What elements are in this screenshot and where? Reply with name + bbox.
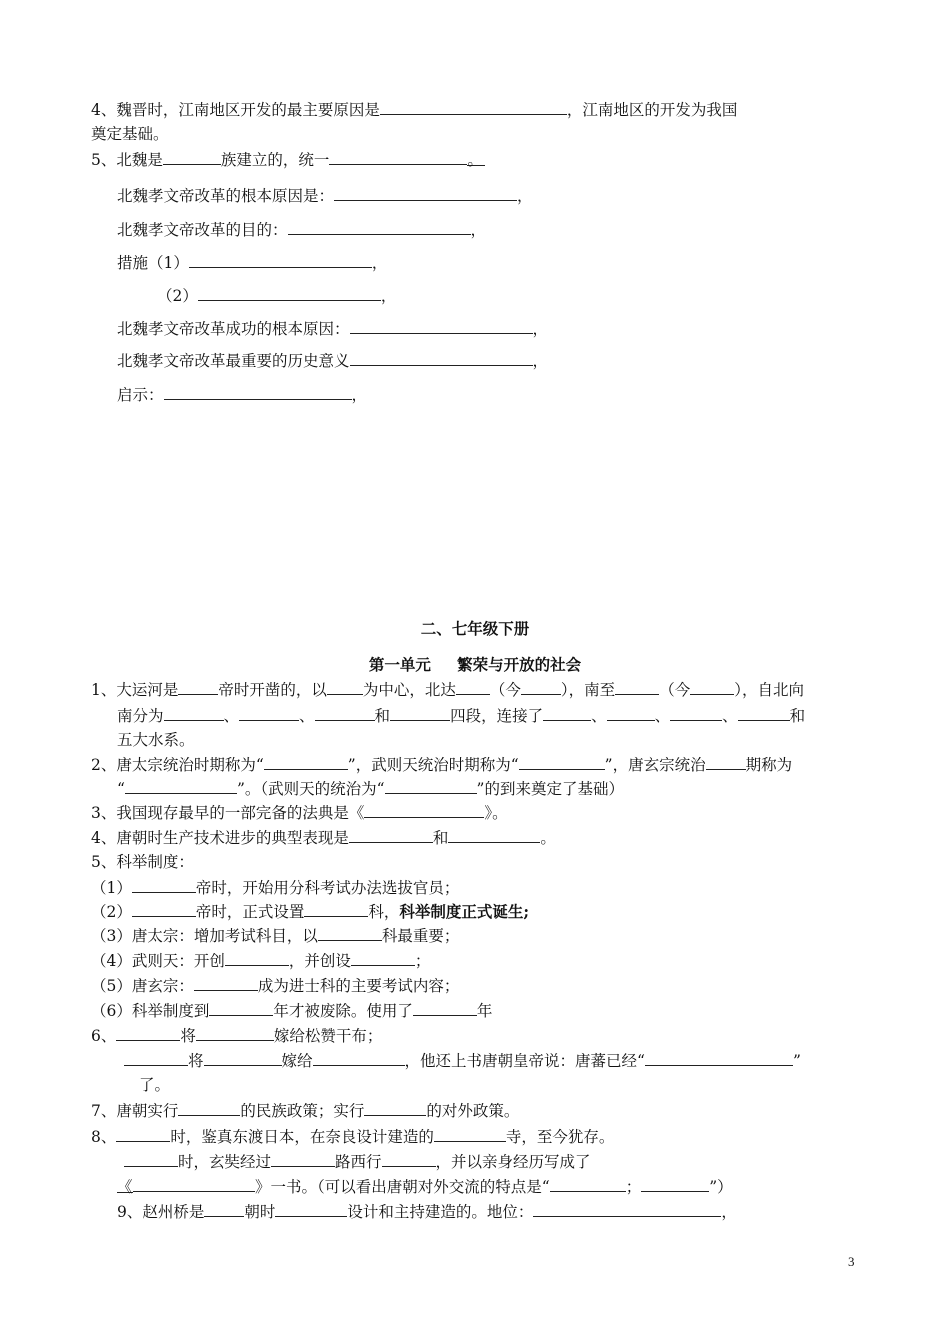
p2-q8-text: ； [625, 1178, 642, 1196]
p1-goal-line [117, 219, 486, 240]
answer-blank[interactable] [364, 802, 484, 818]
p2-q8-text: 路西行 [335, 1153, 382, 1171]
p2-q9-text: 9、赵州桥是 [117, 1203, 205, 1221]
answer-blank[interactable] [209, 1000, 273, 1016]
p2-q4-text: 和 [432, 829, 449, 847]
p2-q2-text: ”的到来奠定了基础） [476, 780, 624, 798]
p2-q2-line2 [117, 778, 624, 799]
p2-q1-text: （今 [489, 681, 521, 699]
p2-q2-text: “ [117, 780, 125, 798]
p2-k-text: （5）唐玄宗： [91, 977, 194, 995]
p2-q7-line [91, 1100, 519, 1121]
p2-q3-line [91, 802, 508, 823]
comma: ， [517, 187, 533, 205]
separator: 、 [654, 707, 671, 725]
answer-blank[interactable] [543, 705, 591, 721]
p1-measure2-line [157, 285, 396, 306]
p2-k6-line [91, 1000, 492, 1021]
p1-root-cause-line [117, 185, 533, 206]
p2-k1-line [91, 877, 459, 898]
answer-blank[interactable] [189, 252, 372, 268]
p2-q6-text: 嫁给 [281, 1052, 313, 1070]
p2-q8-text: 8、 [91, 1128, 117, 1146]
answer-blank[interactable] [124, 1050, 188, 1066]
separator: 、 [722, 707, 738, 725]
p1-measure2-label: （2） [157, 287, 198, 305]
p2-q7-text: 的民族政策；实行 [240, 1102, 365, 1120]
answer-blank[interactable] [164, 384, 352, 400]
p2-q2-line1 [91, 754, 792, 775]
p2-q8-text: 寺，至今犹存。 [505, 1128, 615, 1146]
answer-blank[interactable] [385, 778, 477, 794]
answer-blank[interactable] [133, 1176, 255, 1192]
p2-q2-text: ”，唐玄宗统治 [604, 756, 706, 774]
p1-q5-line [91, 149, 485, 170]
answer-blank[interactable] [164, 705, 224, 721]
p2-k-bold-text: 科举制度正式诞生; [399, 902, 530, 921]
p2-k-text: （4）武则天：开创 [91, 952, 225, 970]
answer-blank[interactable] [132, 901, 196, 917]
p2-k-text: 帝时，正式设置 [195, 903, 305, 921]
comma: ， [470, 221, 487, 239]
p2-k-text: 科最重要； [381, 927, 460, 945]
answer-blank[interactable] [350, 350, 533, 366]
p2-q9-text: 设计和主持建造的。地位： [347, 1203, 534, 1221]
answer-blank[interactable] [456, 679, 490, 695]
answer-blank[interactable] [225, 950, 289, 966]
answer-blank[interactable] [521, 679, 561, 695]
answer-blank[interactable] [351, 950, 415, 966]
p2-q6-text: ” [792, 1052, 801, 1070]
p2-q3-text: 3、我国现存最早的一部完备的法典是《 [91, 804, 365, 822]
p1-q4-text-b: ，江南地区的开发为我国 [566, 101, 738, 119]
p2-k3-line [91, 925, 459, 946]
answer-blank[interactable] [607, 705, 655, 721]
answer-blank[interactable] [690, 679, 734, 695]
p2-q2-text: ”，武则天统治时期称为“ [347, 756, 519, 774]
answer-blank[interactable] [645, 1050, 793, 1066]
answer-blank[interactable] [641, 1176, 709, 1192]
p1-root-cause-label: 北魏孝文帝改革的根本原因是： [117, 187, 335, 205]
p2-q8-text: 时，玄奘经过 [178, 1153, 272, 1171]
p2-q8-line3 [117, 1176, 733, 1197]
p2-q2-text: 2、唐太宗统治时期称为“ [91, 756, 264, 774]
p2-q8-text: 时，鉴真东渡日本，在奈良设计建造的 [170, 1128, 434, 1146]
p2-q2-text: 期称为 [745, 756, 793, 774]
answer-blank[interactable] [178, 679, 218, 695]
answer-blank[interactable] [738, 705, 790, 721]
answer-blank[interactable] [382, 1151, 436, 1167]
p1-significance-label: 北魏孝文帝改革最重要的历史意义 [117, 352, 350, 370]
answer-blank[interactable] [327, 679, 363, 695]
answer-blank[interactable] [350, 318, 533, 334]
answer-blank[interactable] [706, 754, 746, 770]
p2-k5-line [91, 975, 459, 996]
comma: ， [351, 386, 368, 404]
p2-k-text: 年才被废除。使用了 [273, 1002, 413, 1020]
unit-title: 第一单元 繁荣与开放的社会 [368, 655, 582, 674]
p2-q1-text: 南分为 [117, 707, 164, 725]
p2-q7-text: 7、唐朝实行 [91, 1102, 179, 1120]
p2-q4-text: 4、唐朝时生产技术进步的典型表现是 [91, 829, 349, 847]
p2-k-text: （6）科举制度到 [91, 1002, 210, 1020]
answer-blank[interactable] [288, 219, 471, 235]
p2-q8-text: 》一书。（可以看出唐朝对外交流的特点是“ [255, 1178, 550, 1196]
p2-q6-line3: 了。 [139, 1076, 171, 1094]
p2-q8-text: ，并以亲身经历写成了 [435, 1153, 591, 1171]
section-title: 二、七年级下册 [420, 619, 530, 638]
p1-q5-text-a: 5、北魏是 [91, 151, 163, 169]
p2-q8-text: 《 [117, 1178, 133, 1196]
answer-blank[interactable] [204, 1050, 282, 1066]
answer-blank[interactable] [196, 1025, 274, 1041]
p2-q4-line [91, 827, 556, 848]
p2-q1-line3: 五大水系。 [117, 731, 195, 749]
p1-insight-label: 启示： [117, 386, 164, 404]
p2-q9-text: 朝时 [244, 1203, 276, 1221]
separator: 、 [223, 707, 240, 725]
answer-blank[interactable] [448, 827, 540, 843]
p1-q4-line2: 奠定基础。 [91, 125, 169, 143]
answer-blank[interactable] [239, 705, 299, 721]
p1-success-label: 北魏孝文帝改革成功的根本原因： [117, 320, 350, 338]
comma: ， [371, 254, 388, 272]
p2-q1-text: 四段，连接了 [450, 707, 544, 725]
answer-blank[interactable] [615, 679, 659, 695]
separator: 、 [299, 707, 315, 725]
p2-q1-text: （今 [659, 681, 691, 699]
p2-q9-line [117, 1201, 737, 1222]
page-number: 3 [848, 1254, 855, 1269]
answer-blank[interactable] [125, 778, 237, 794]
answer-blank[interactable] [264, 754, 348, 770]
answer-blank[interactable] [413, 1000, 477, 1016]
p2-q6-line1 [91, 1025, 382, 1046]
answer-blank[interactable] [670, 705, 722, 721]
p1-q4-line1 [91, 99, 737, 120]
answer-blank[interactable] [349, 827, 433, 843]
p1-measure1-line [117, 252, 387, 273]
p1-q5-text-b: 族建立的，统一 [220, 151, 330, 169]
p2-q6-text: 嫁给松赞干布； [273, 1027, 383, 1045]
answer-blank[interactable] [315, 705, 375, 721]
answer-blank[interactable] [194, 975, 258, 991]
comma: ， [532, 320, 549, 338]
p2-q3-text: 》。 [484, 804, 508, 822]
p2-k-text: 年 [476, 1002, 493, 1020]
p2-q1-text: ），南至 [560, 681, 616, 699]
and-text: 和 [374, 707, 391, 725]
answer-blank[interactable] [116, 1126, 170, 1142]
p2-k-text: ； [414, 952, 431, 970]
p2-k-text: （3）唐太宗：增加考试科目，以 [91, 927, 318, 945]
p1-measure1-label: 措施（1） [117, 254, 189, 272]
p2-q4-text: 。 [540, 829, 556, 847]
answer-blank[interactable] [329, 149, 467, 165]
answer-blank[interactable] [275, 1201, 347, 1217]
and-text: 和 [789, 707, 806, 725]
p2-q1-text: 为中心，北达 [362, 681, 456, 699]
answer-blank[interactable] [163, 149, 221, 165]
p2-q6-text: 将 [188, 1052, 204, 1070]
answer-blank[interactable] [271, 1151, 335, 1167]
answer-blank[interactable] [304, 901, 368, 917]
p1-q5-text-c: 。 [467, 150, 485, 166]
answer-blank[interactable] [519, 754, 605, 770]
answer-blank[interactable] [132, 877, 196, 893]
p2-q5-heading: 5、科举制度： [91, 853, 194, 871]
p2-k-text: ，并创设 [288, 952, 351, 970]
p1-success-line [117, 318, 548, 339]
comma: ， [380, 287, 397, 305]
p2-k-text: （2） [91, 903, 132, 921]
p2-k4-line [91, 950, 430, 971]
p2-q1-text: 1、大运河是 [91, 681, 179, 699]
answer-blank[interactable] [198, 285, 381, 301]
answer-blank[interactable] [533, 1201, 721, 1217]
p2-k-text: 帝时，开始用分科考试办法选拔官员； [195, 879, 460, 897]
p2-k-text: 科， [368, 903, 400, 921]
p2-q6-line2 [124, 1050, 801, 1071]
p2-q1-text: ），自北向 [734, 681, 804, 699]
answer-blank[interactable] [364, 1100, 426, 1116]
p2-q8-line1 [91, 1126, 614, 1147]
answer-blank[interactable] [178, 1100, 240, 1116]
answer-blank[interactable] [318, 925, 382, 941]
answer-blank[interactable] [204, 1201, 244, 1217]
p1-q4-text-a: 4、魏晋时，江南地区开发的最主要原因是 [91, 101, 380, 119]
answer-blank[interactable] [380, 99, 567, 115]
p2-q6-text: 将 [180, 1027, 196, 1045]
p2-q2-text: ”。（武则天的统治为“ [236, 780, 385, 798]
answer-blank[interactable] [116, 1025, 180, 1041]
p2-q6-text: ，他还上书唐朝皇帝说：唐蕃已经“ [404, 1052, 645, 1070]
p2-q1-text: 帝时开凿的，以 [218, 681, 327, 699]
p2-q9-text: ， [721, 1203, 737, 1221]
p2-k-text: 成为进士科的主要考试内容； [257, 977, 460, 995]
p2-q6-text: 6、 [91, 1027, 117, 1045]
answer-blank[interactable] [434, 1126, 506, 1142]
p1-insight-line [117, 384, 367, 405]
p2-q7-text: 的对外政策。 [426, 1102, 520, 1120]
answer-blank[interactable] [550, 1176, 626, 1192]
p1-significance-line [117, 350, 548, 371]
answer-blank[interactable] [313, 1050, 405, 1066]
answer-blank[interactable] [124, 1151, 178, 1167]
comma: ， [532, 352, 549, 370]
p2-q8-text: ”） [709, 1178, 733, 1196]
p2-q8-line2 [124, 1151, 591, 1172]
answer-blank[interactable] [390, 705, 450, 721]
p1-goal-label: 北魏孝文帝改革的目的： [117, 221, 288, 239]
p2-q1-line2 [117, 705, 805, 726]
p2-q1-line1 [91, 679, 804, 700]
p2-k2-line [91, 901, 529, 922]
answer-blank[interactable] [334, 185, 517, 201]
p2-k-text: （1） [91, 879, 132, 897]
separator: 、 [591, 707, 607, 725]
